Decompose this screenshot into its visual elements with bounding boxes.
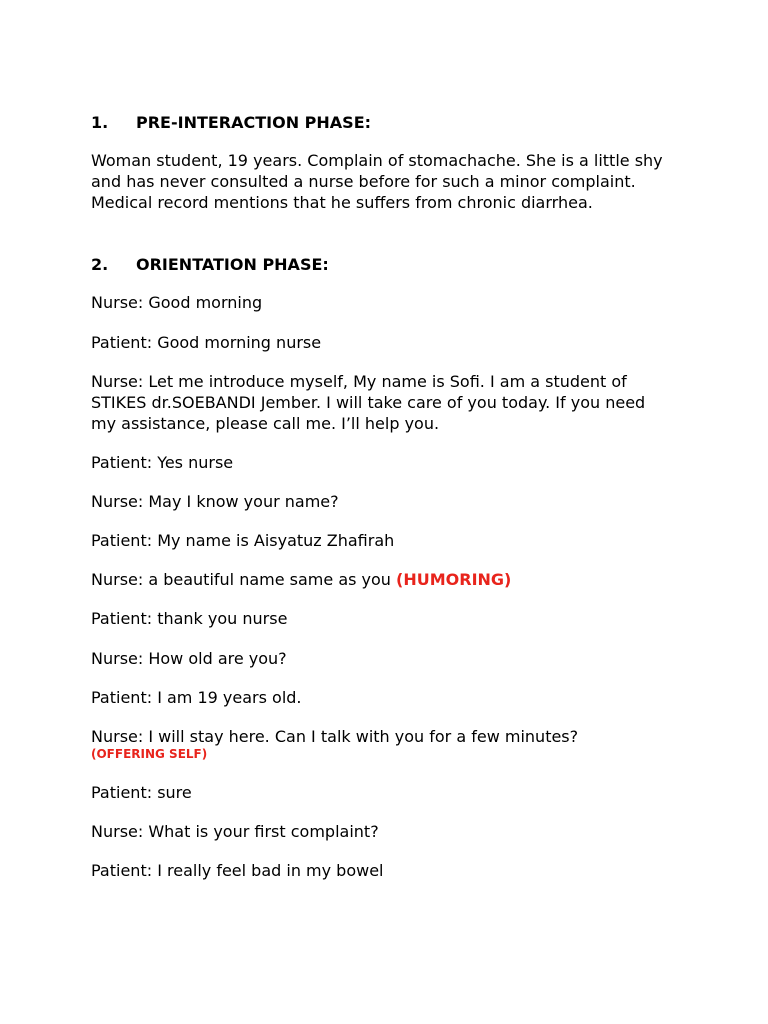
dialogue-line: Nurse: How old are you?: [91, 649, 287, 668]
section-heading-orientation: [91, 254, 329, 275]
dialogue-text: Nurse: I will stay here. Can I talk with you for a few minutes?: [91, 727, 579, 746]
section-number: 1.: [91, 113, 109, 132]
section-title: ORIENTATION PHASE:: [136, 255, 329, 274]
dialogue-text: Nurse: a beautiful name same as you: [91, 570, 397, 589]
dialogue-line: Patient: Yes nurse: [91, 453, 234, 472]
dialogue-line-offering-self: [91, 726, 578, 762]
technique-tag: (OFFERING SELF): [91, 747, 208, 761]
section-heading-pre-interaction: [91, 112, 371, 133]
dialogue-line: Nurse: Let me introduce myself, My name is Sofi. I am a student of STIKES dr.SOEBANDI Jember. I will take care of you today. If you need my assistance, please call me. I’ll help you.: [91, 372, 646, 433]
section-number: 2.: [91, 255, 109, 274]
dialogue-line: Patient: I am 19 years old.: [91, 688, 302, 707]
dialogue-line: Nurse: May I know your name?: [91, 492, 339, 511]
dialogue-line: Patient: sure: [91, 783, 192, 802]
section-title: PRE-INTERACTION PHASE:: [136, 113, 372, 132]
section-body-pre-interaction: Woman student, 19 years. Complain of stomachache. She is a little shy and has never consulted a nurse before for such a minor complaint. Medical record mentions that he suffers from chronic diarrhea.: [91, 151, 663, 212]
technique-tag: (HUMORING): [396, 570, 512, 589]
dialogue-line: Nurse: What is your first complaint?: [91, 822, 379, 841]
dialogue-line: Nurse: Good morning: [91, 293, 263, 312]
dialogue-line: Patient: I really feel bad in my bowel: [91, 861, 384, 880]
dialogue-line: Patient: Good morning nurse: [91, 333, 322, 352]
dialogue-line: Patient: My name is Aisyatuz Zhafirah: [91, 531, 395, 550]
dialogue-line: Patient: thank you nurse: [91, 609, 288, 628]
dialogue-line-humoring: [91, 569, 511, 590]
